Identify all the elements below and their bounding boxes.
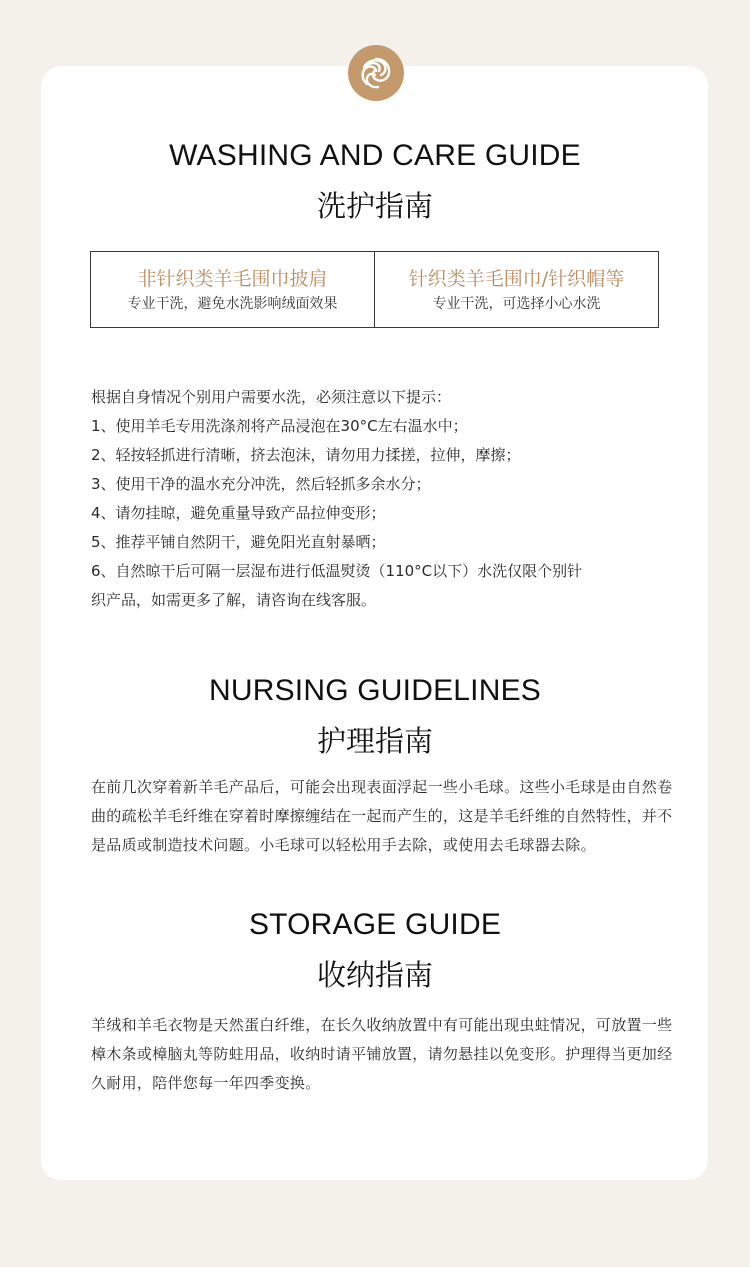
washing-title-en: WASHING AND CARE GUIDE bbox=[169, 139, 581, 172]
washing-step: 6、自然晾干后可隔一层湿布进行低温熨烫（110°C以下）水洗仅限个别针 bbox=[91, 562, 583, 580]
nursing-title-en: NURSING GUIDELINES bbox=[209, 674, 541, 707]
storage-title-en: STORAGE GUIDE bbox=[248, 908, 502, 941]
nursing-title-zh: 护理指南 bbox=[316, 724, 433, 758]
storage-title-zh: 收纳指南 bbox=[316, 958, 433, 992]
storage-text: 羊绒和羊毛衣物是天然蛋白纤维，在长久收纳放置中有可能出现虫蛀情况，可放置一些樟木条或樟脑丸等防蛀用品，收纳时请平铺放置，请勿悬挂以免变形。护理得当更加经久耐用，陪伴您每一年四季变换。 bbox=[91, 1016, 673, 1092]
washing-intro: 根据自身情况个别用户需要水洗，必须注意以下提示： bbox=[91, 388, 452, 406]
knit-title: 针织类羊毛围巾/针织帽等 bbox=[408, 267, 625, 290]
nursing-text: 在前几次穿着新羊毛产品后，可能会出现表面浮起一些小毛球。这些小毛球是由自然卷曲的疏松羊毛纤维在穿着时摩擦缠结在一起而产生的，这是羊毛纤维的自然特性，并不是品质或制造技术问题。小毛球可以轻松用手去除，或使用去毛球器去除。 bbox=[91, 778, 673, 854]
care-options-table bbox=[90, 251, 659, 328]
knit-desc: 专业干洗，可选择小心水洗 bbox=[432, 295, 601, 312]
wool-mark-icon bbox=[348, 45, 404, 101]
washing-step: 3、使用干净的温水充分冲洗，然后轻抓多余水分； bbox=[91, 475, 431, 493]
washing-step: 2、轻按轻抓进行清晰，挤去泡沫，请勿用力揉搓，拉伸，摩擦； bbox=[91, 446, 521, 464]
knit-option bbox=[374, 252, 658, 327]
washing-step: 4、请勿挂晾，避免重量导致产品拉伸变形； bbox=[91, 504, 386, 522]
washing-instructions bbox=[91, 383, 671, 615]
non-knit-title: 非针织类羊毛围巾披肩 bbox=[137, 267, 328, 290]
non-knit-option bbox=[91, 252, 374, 327]
washing-title-zh: 洗护指南 bbox=[316, 189, 433, 223]
washing-step: 织产品，如需更多了解，请咨询在线客服。 bbox=[91, 591, 377, 609]
washing-step: 1、使用羊毛专用洗涤剂将产品浸泡在30°C左右温水中； bbox=[91, 417, 468, 435]
non-knit-desc: 专业干洗，避免水洗影响绒面效果 bbox=[127, 295, 338, 312]
washing-step: 5、推荐平铺自然阴干，避免阳光直射暴晒； bbox=[91, 533, 386, 551]
